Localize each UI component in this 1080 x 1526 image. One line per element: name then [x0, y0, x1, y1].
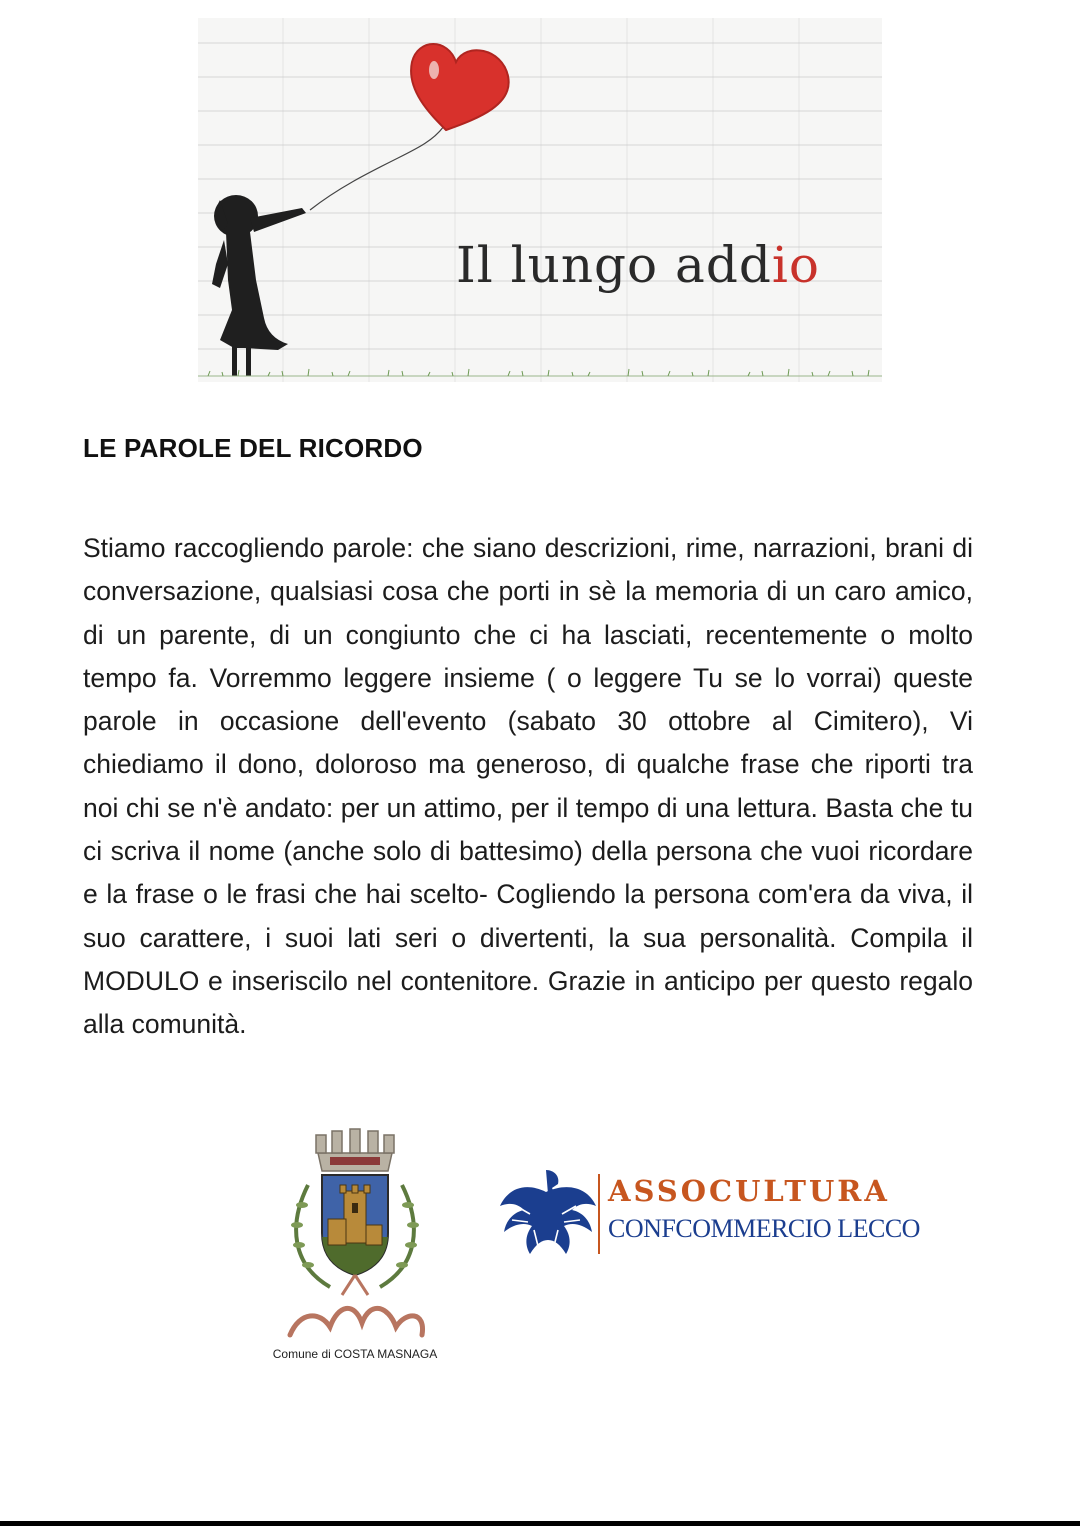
heart-balloon — [411, 44, 509, 130]
banner-title-tail: io — [771, 236, 820, 294]
eagle-icon — [496, 1162, 596, 1262]
grass-strip — [198, 369, 882, 376]
girl-silhouette — [212, 195, 306, 376]
logo-divider — [598, 1174, 600, 1254]
banner-image — [198, 18, 882, 382]
banner-title — [456, 236, 820, 294]
body-paragraph: Stiamo raccogliendo parole: che siano descrizioni, rime, narrazioni, brani di conversazione, qualsiasi cosa che porti in sè la memoria di un caro amico, di un parente, di un congiunto che ci ha lasciati, recentemente o molto tempo fa. Vorremmo leggere insieme ( o leggere Tu se lo vorrai) queste parole in occasione dell'evento (sabato 30 ottobre al Cimitero), Vi chiediamo il dono, doloroso ma generoso, di qualche frase che riporti tra noi chi se n'è andato: per un attimo, per il tempo di una lettura. Basta che tu ci scriva il nome (anche solo di battesimo) della persona che vuoi ricordare e la frase o le frasi che hai scelto- Cogliendo la persona com'era da viva, il suo carattere, i suoi lati seri o divertenti, la sua personalità. Compila il MODULO e inseriscilo nel contenitore. Grazie in anticipo per questo regalo alla comunità. — [83, 533, 973, 1040]
assocultura-subtitle: CONFCOMMERCIO LECCO — [608, 1214, 920, 1243]
banner-title-main: Il lungo add — [456, 236, 772, 294]
coat-of-arms-icon — [270, 1115, 440, 1345]
assocultura-logo — [496, 1162, 920, 1262]
bottom-border — [0, 1521, 1080, 1526]
girl-with-balloon-illustration — [198, 18, 882, 382]
section-heading: LE PAROLE DEL RICORDO — [83, 433, 423, 463]
assocultura-name: ASSOCULTURA — [608, 1174, 890, 1208]
comune-logo — [270, 1115, 440, 1375]
comune-caption: Comune di COSTA MASNAGA — [272, 1347, 438, 1361]
